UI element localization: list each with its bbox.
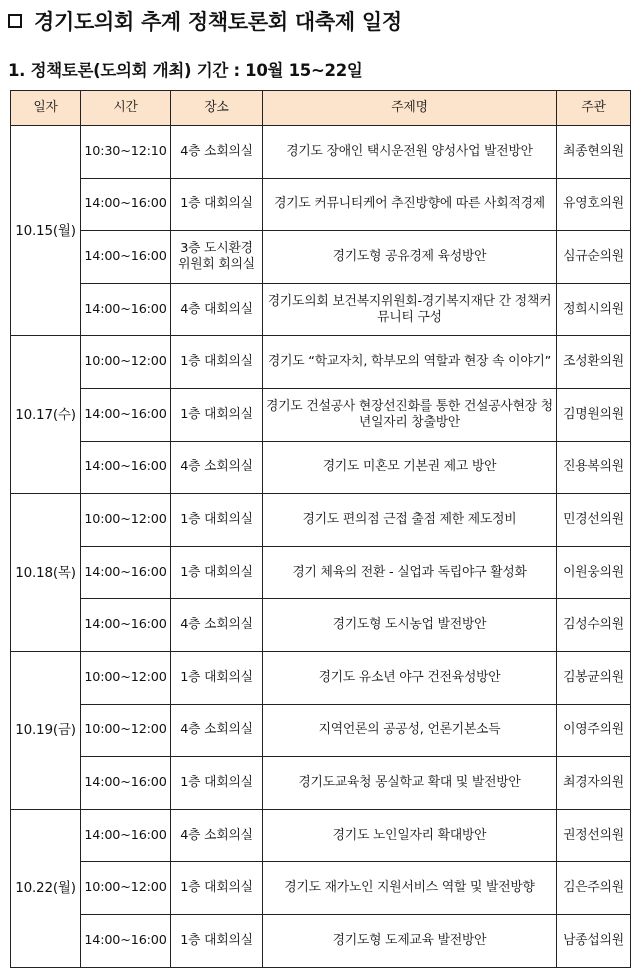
place-cell: 3층 도시환경 위원회 회의실	[171, 231, 263, 284]
place-cell: 4층 소회의실	[171, 441, 263, 494]
column-header-topic: 주제명	[263, 91, 557, 126]
host-cell: 심규순의원	[557, 231, 631, 284]
host-cell: 김봉균의원	[557, 651, 631, 704]
table-row	[11, 757, 631, 810]
host-cell: 김은주의원	[557, 862, 631, 915]
time-cell: 14:00~16:00	[81, 231, 171, 284]
table-header-row	[11, 91, 631, 126]
host-cell: 이원웅의원	[557, 546, 631, 599]
topic-cell: 경기도의회 보건복지위원회-경기복지재단 간 정책커뮤니티 구성	[263, 283, 557, 336]
topic-cell: 경기도 “학교자치, 학부모의 역할과 현장 속 이야기”	[263, 336, 557, 389]
table-row	[11, 914, 631, 967]
checkbox-square-icon	[8, 14, 22, 28]
place-cell: 4층 소회의실	[171, 126, 263, 179]
host-cell: 유영호의원	[557, 178, 631, 231]
place-cell: 1층 대회의실	[171, 494, 263, 547]
time-cell: 14:00~16:00	[81, 388, 171, 441]
time-cell: 14:00~16:00	[81, 546, 171, 599]
topic-cell: 경기도형 도제교육 발전방안	[263, 914, 557, 967]
date-cell: 10.17(수)	[11, 336, 81, 494]
table-row	[11, 441, 631, 494]
time-cell: 14:00~16:00	[81, 809, 171, 862]
page-title-text: 경기도의회 추계 정책토론회 대축제 일정	[34, 10, 402, 34]
host-cell: 민경선의원	[557, 494, 631, 547]
time-cell: 14:00~16:00	[81, 599, 171, 652]
host-cell: 남종섭의원	[557, 914, 631, 967]
host-cell: 권정선의원	[557, 809, 631, 862]
table-row	[11, 178, 631, 231]
time-cell: 14:00~16:00	[81, 283, 171, 336]
schedule-table	[10, 90, 631, 968]
host-cell: 이영주의원	[557, 704, 631, 757]
place-cell: 1층 대회의실	[171, 651, 263, 704]
topic-cell: 경기도 미혼모 기본권 제고 방안	[263, 441, 557, 494]
host-cell: 김성수의원	[557, 599, 631, 652]
table-row	[11, 283, 631, 336]
place-cell: 4층 대회의실	[171, 283, 263, 336]
place-cell: 1층 대회의실	[171, 336, 263, 389]
place-cell: 1층 대회의실	[171, 388, 263, 441]
place-cell: 1층 대회의실	[171, 757, 263, 810]
time-cell: 14:00~16:00	[81, 757, 171, 810]
topic-cell: 경기도교육청 몽실학교 확대 및 발전방안	[263, 757, 557, 810]
column-header-place: 장소	[171, 91, 263, 126]
topic-cell: 경기도 장애인 택시운전원 양성사업 발전방안	[263, 126, 557, 179]
topic-cell: 경기도 유소년 야구 건전육성방안	[263, 651, 557, 704]
topic-cell: 경기도 재가노인 지원서비스 역할 및 발전방향	[263, 862, 557, 915]
table-row	[11, 231, 631, 284]
place-cell: 4층 소회의실	[171, 809, 263, 862]
table-row	[11, 599, 631, 652]
date-cell: 10.15(월)	[11, 126, 81, 336]
table-row	[11, 704, 631, 757]
place-cell: 1층 대회의실	[171, 546, 263, 599]
time-cell: 10:00~12:00	[81, 494, 171, 547]
topic-cell: 경기도형 도시농업 발전방안	[263, 599, 557, 652]
topic-cell: 지역언론의 공공성, 언론기본소득	[263, 704, 557, 757]
topic-cell: 경기도형 공유경제 육성방안	[263, 231, 557, 284]
table-row	[11, 388, 631, 441]
time-cell: 10:00~12:00	[81, 704, 171, 757]
topic-cell: 경기도 커뮤니티케어 추진방향에 따른 사회적경제	[263, 178, 557, 231]
place-cell: 1층 대회의실	[171, 914, 263, 967]
page-title	[8, 6, 402, 36]
place-cell: 4층 소회의실	[171, 599, 263, 652]
time-cell: 14:00~16:00	[81, 441, 171, 494]
topic-cell: 경기 체육의 전환 - 실업과 독립야구 활성화	[263, 546, 557, 599]
host-cell: 최종현의원	[557, 126, 631, 179]
date-cell: 10.19(금)	[11, 651, 81, 809]
schedule-body	[11, 126, 631, 968]
table-row	[11, 126, 631, 179]
column-header-host: 주관	[557, 91, 631, 126]
table-row	[11, 862, 631, 915]
topic-cell: 경기도 편의점 근접 출점 제한 제도정비	[263, 494, 557, 547]
table-row	[11, 336, 631, 389]
table-row	[11, 494, 631, 547]
section-subtitle: 1. 정책토론(도의회 개최) 기간 : 10월 15~22일	[8, 61, 363, 80]
date-cell: 10.18(목)	[11, 494, 81, 652]
place-cell: 1층 대회의실	[171, 862, 263, 915]
column-header-time: 시간	[81, 91, 171, 126]
place-cell: 1층 대회의실	[171, 178, 263, 231]
time-cell: 10:00~12:00	[81, 336, 171, 389]
topic-cell: 경기도 건설공사 현장선진화를 통한 건설공사현장 청년일자리 창출방안	[263, 388, 557, 441]
host-cell: 진용복의원	[557, 441, 631, 494]
time-cell: 14:00~16:00	[81, 914, 171, 967]
place-cell: 4층 소회의실	[171, 704, 263, 757]
time-cell: 14:00~16:00	[81, 178, 171, 231]
column-header-date: 일자	[11, 91, 81, 126]
time-cell: 10:00~12:00	[81, 651, 171, 704]
host-cell: 정희시의원	[557, 283, 631, 336]
date-cell: 10.22(월)	[11, 809, 81, 967]
time-cell: 10:00~12:00	[81, 862, 171, 915]
time-cell: 10:30~12:10	[81, 126, 171, 179]
table-row	[11, 809, 631, 862]
host-cell: 최경자의원	[557, 757, 631, 810]
topic-cell: 경기도 노인일자리 확대방안	[263, 809, 557, 862]
host-cell: 조성환의원	[557, 336, 631, 389]
table-row	[11, 651, 631, 704]
table-row	[11, 546, 631, 599]
host-cell: 김명원의원	[557, 388, 631, 441]
